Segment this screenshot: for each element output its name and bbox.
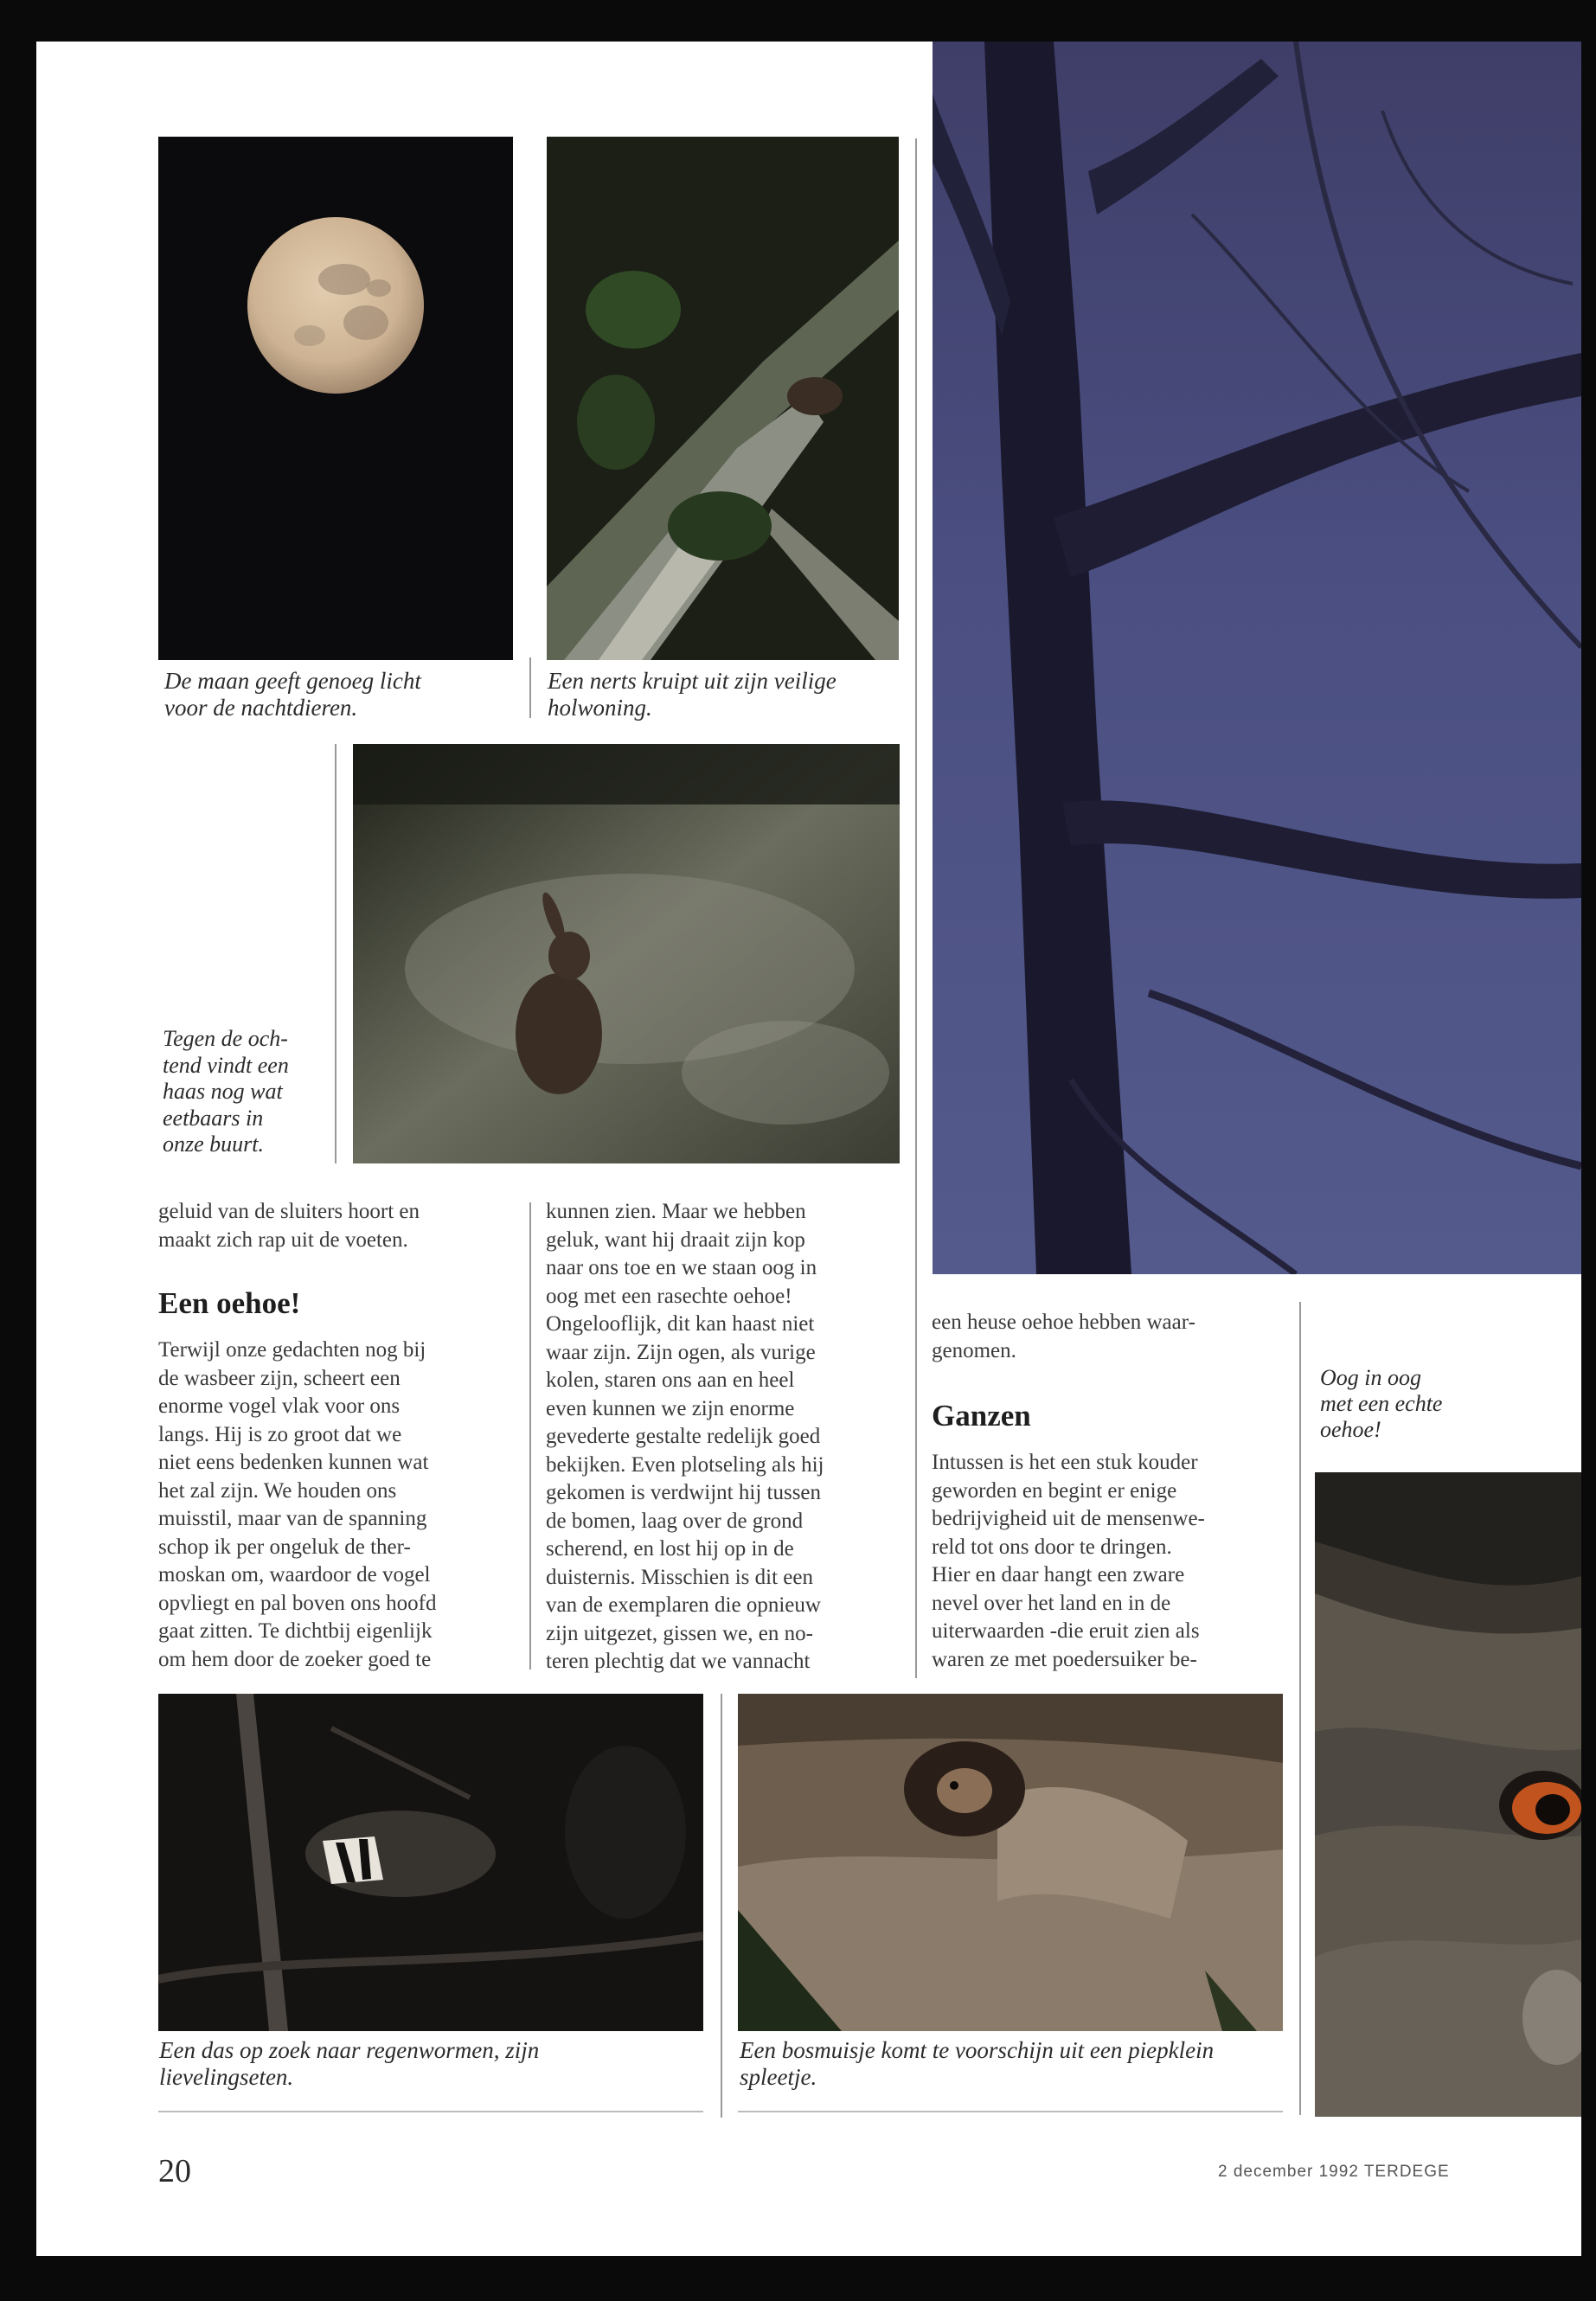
column-rule — [721, 1694, 722, 2118]
scan-border-bottom — [0, 2256, 1596, 2301]
mouse-photo — [738, 1694, 1283, 2031]
column-rule — [529, 657, 531, 718]
scan-border-top — [0, 0, 1596, 42]
moon-caption: De maan geeft genoeg licht voor de nachtdieren. — [164, 668, 421, 721]
scan-border-right — [1581, 35, 1596, 2301]
section-heading-oehoe: Een oehoe! — [158, 1286, 301, 1320]
mouse-caption: Een bosmuisje komt te voorschijn uit een piepklein spleetje. — [740, 2037, 1215, 2090]
tree-silhouette-photo — [933, 42, 1581, 1274]
mink-photo — [547, 137, 899, 660]
scan-border-left — [0, 0, 36, 2301]
column-rule — [335, 744, 337, 1163]
caption-rule — [158, 2111, 703, 2112]
column3-intro: een heuse oehoe hebben waar- genomen. — [932, 1311, 1195, 1362]
hare-caption: Tegen de och- tend vindt een haas nog wat eetbaars in onze buurt. — [163, 1026, 289, 1157]
mink-caption: Een nerts kruipt uit zijn veilige holwoning. — [548, 668, 836, 721]
owl-photo — [1315, 1472, 1581, 2117]
hare-photo — [353, 744, 900, 1163]
caption-rule — [738, 2111, 1283, 2112]
page-number: 20 — [158, 2153, 191, 2189]
owl-caption: Oog in oog met een echte oehoe! — [1320, 1365, 1443, 1442]
column1-body: Terwijl onze gedachten nog bij de wasbeer zijn, scheert een enorme vogel vlak voor ons langs. Hij is zo groot dat we niet eens bedenken kunnen wat het zal zijn. We houden ons muisstil, maar van de spanning schop ik per ongeluk de ther- moskan om, waardoor de vogel opvliegt en pal boven ons hoofd gaat zitten. Te dichtbij eigenlijk om hem door de zoeker goed te — [158, 1338, 437, 1671]
column-rule — [1299, 1302, 1301, 2115]
section-heading-ganzen: Ganzen — [932, 1399, 1031, 1433]
issue-line: 2 december 1992 TERDEGE — [1218, 2163, 1450, 2181]
column3-body: Intussen is het een stuk kouder geworden en begint er enige bedrijvigheid uit de mensenwe- reld tot ons door te dringen. Hier en daar hangt een zware nevel over het land en in de uiterwaarden -die eruit zien als waren ze met poedersuiker be- — [932, 1451, 1205, 1671]
column1-intro: geluid van de sluiters hoort en maakt zich rap uit de voeten. — [158, 1200, 420, 1252]
badger-photo — [158, 1694, 703, 2031]
badger-caption: Een das op zoek naar regenwormen, zijn lievelingseten. — [159, 2037, 540, 2090]
column2-body: kunnen zien. Maar we hebben geluk, want hij draait zijn kop naar ons toe en we staan oog in oog met een rasechte oehoe! Ongelooflijk, dit kan haast niet waar zijn. Zijn ogen, als vurige kolen, staren ons aan en heel even kunnen we zijn enorme gevederte gestalte redelijk goed bekijken. Even plotseling als hij gekomen is verdwijnt hij tussen de bomen, laag over de grond scherend, en lost hij op in de duisternis. Misschien is dit een van de exemplaren die opnieuw zijn uitgezet, gissen we, en no- teren plechtig dat we vannacht — [546, 1200, 824, 1673]
column-rule — [915, 138, 917, 1678]
moon-photo — [158, 137, 513, 660]
column-rule — [529, 1202, 531, 1670]
